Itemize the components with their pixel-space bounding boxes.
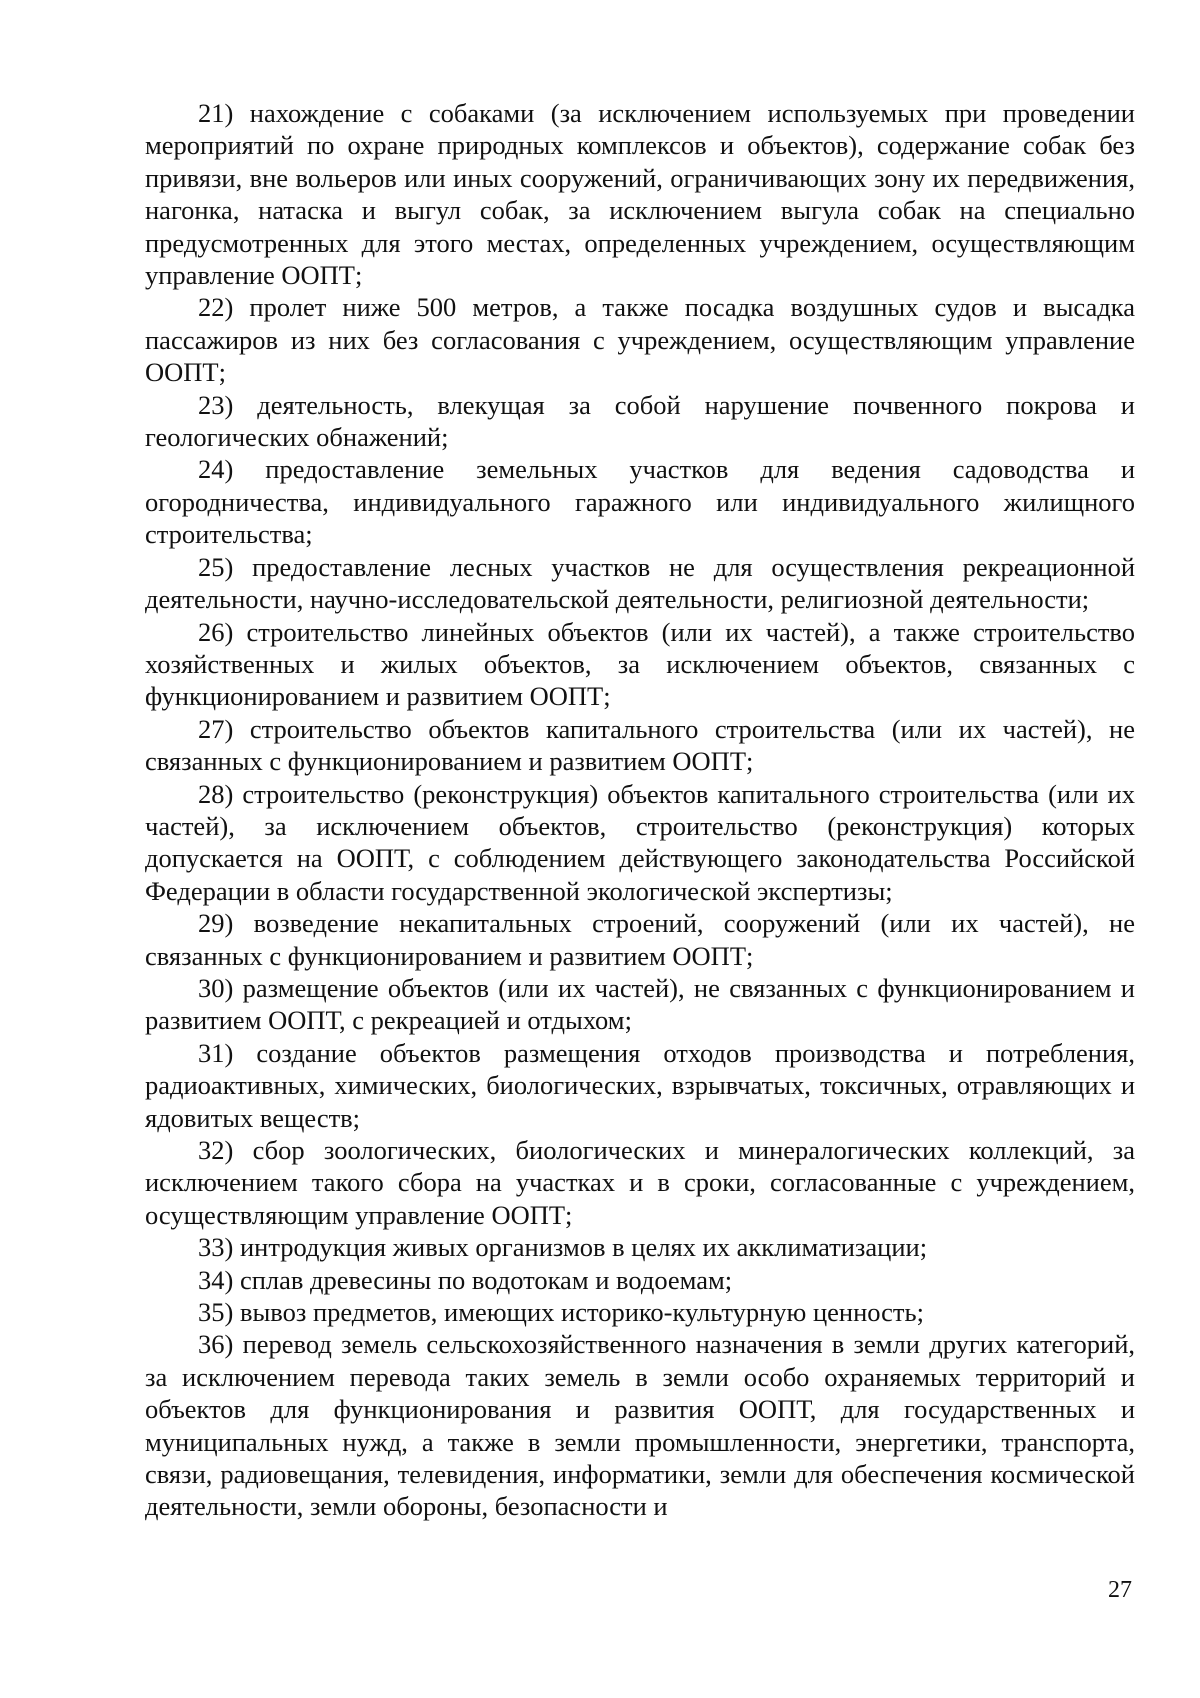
- list-item-35: 35) вывоз предметов, имеющих историко-культурную ценность;: [198, 1297, 924, 1328]
- list-item-23: 23) деятельность, влекущая за собой нарушение почвенного покрова и геологических обнажений;: [145, 389, 1135, 453]
- list-item-26: 26) строительство линейных объектов (или их частей), а также строительство хозяйственных и жилых объектов, за исключением объектов, связанных с функционированием и развитием ООПТ;: [145, 616, 1135, 712]
- list-item-31: 31) создание объектов размещения отходов производства и потребления, радиоактивных, химических, биологических, взрывчатых, токсичных, отравляющих и ядовитых веществ;: [145, 1037, 1135, 1133]
- list-item-34: 34) сплав древесины по водотокам и водоемам;: [198, 1264, 733, 1295]
- list-item-27: 27) строительство объектов капитального строительства (или их частей), не связанных с функционированием и развитием ООПТ;: [145, 713, 1135, 777]
- list-item-36: 36) перевод земель сельскохозяйственного назначения в земли других категорий, за исключением перевода таких земель в земли особо охраняемых территорий и объектов для функционирования и развития ООПТ, для государственных и муниципальных нужд, а также в земли промышленности, энергетики, транспорта, связи, радиовещания, телевидения, информатики, земли для обеспечения космической деятельности, земли обороны, безопасности и: [145, 1329, 1135, 1522]
- list-item-32: 32) сбор зоологических, биологических и минералогических коллекций, за исключением такого сбора на участках и в сроки, согласованные с учреждением, осуществляющим управление ООПТ;: [145, 1135, 1135, 1230]
- list-item-33: 33) интродукция живых организмов в целях их акклиматизации;: [198, 1232, 928, 1263]
- body-text: [145, 97, 1135, 1523]
- list-item-21: 21) нахождение с собаками (за исключением используемых при проведении мероприятий по охране природных комплексов и объектов), содержание собак без привязи, вне вольеров или иных сооружений, ограничивающих зону их передвижения, нагонка, натаска и выгул собак, за исключением выгула собак на специально предусмотренных для этого местах, определенных учреждением, осуществляющим управление ООПТ;: [145, 98, 1135, 291]
- list-item-25: 25) предоставление лесных участков не для осуществления рекреационной деятельности, научно-исследовательской деятельности, религиозной деятельности;: [145, 551, 1135, 615]
- list-item-29: 29) возведение некапитальных строений, сооружений (или их частей), не связанных с функционированием и развитием ООПТ;: [145, 908, 1135, 971]
- page-number: 27: [1108, 1577, 1132, 1603]
- list-item-24: 24) предоставление земельных участков для ведения садоводства и огородничества, индивидуального гаражного или индивидуального жилищного строительства;: [145, 454, 1135, 550]
- list-item-28: 28) строительство (реконструкция) объектов капитального строительства (или их частей), за исключением объектов, строительство (реконструкция) которых допускается на ООПТ, с соблюдением действующего законодательства Российской Федерации в области государственной экологической экспертизы;: [145, 778, 1135, 906]
- list-item-30: 30) размещение объектов (или их частей), не связанных с функционированием и развитием ООПТ, с рекреацией и отдыхом;: [145, 972, 1135, 1036]
- list-item-22: 22) пролет ниже 500 метров, а также посадка воздушных судов и высадка пассажиров из них без согласования с учреждением, осуществляющим управление ООПТ;: [145, 292, 1135, 388]
